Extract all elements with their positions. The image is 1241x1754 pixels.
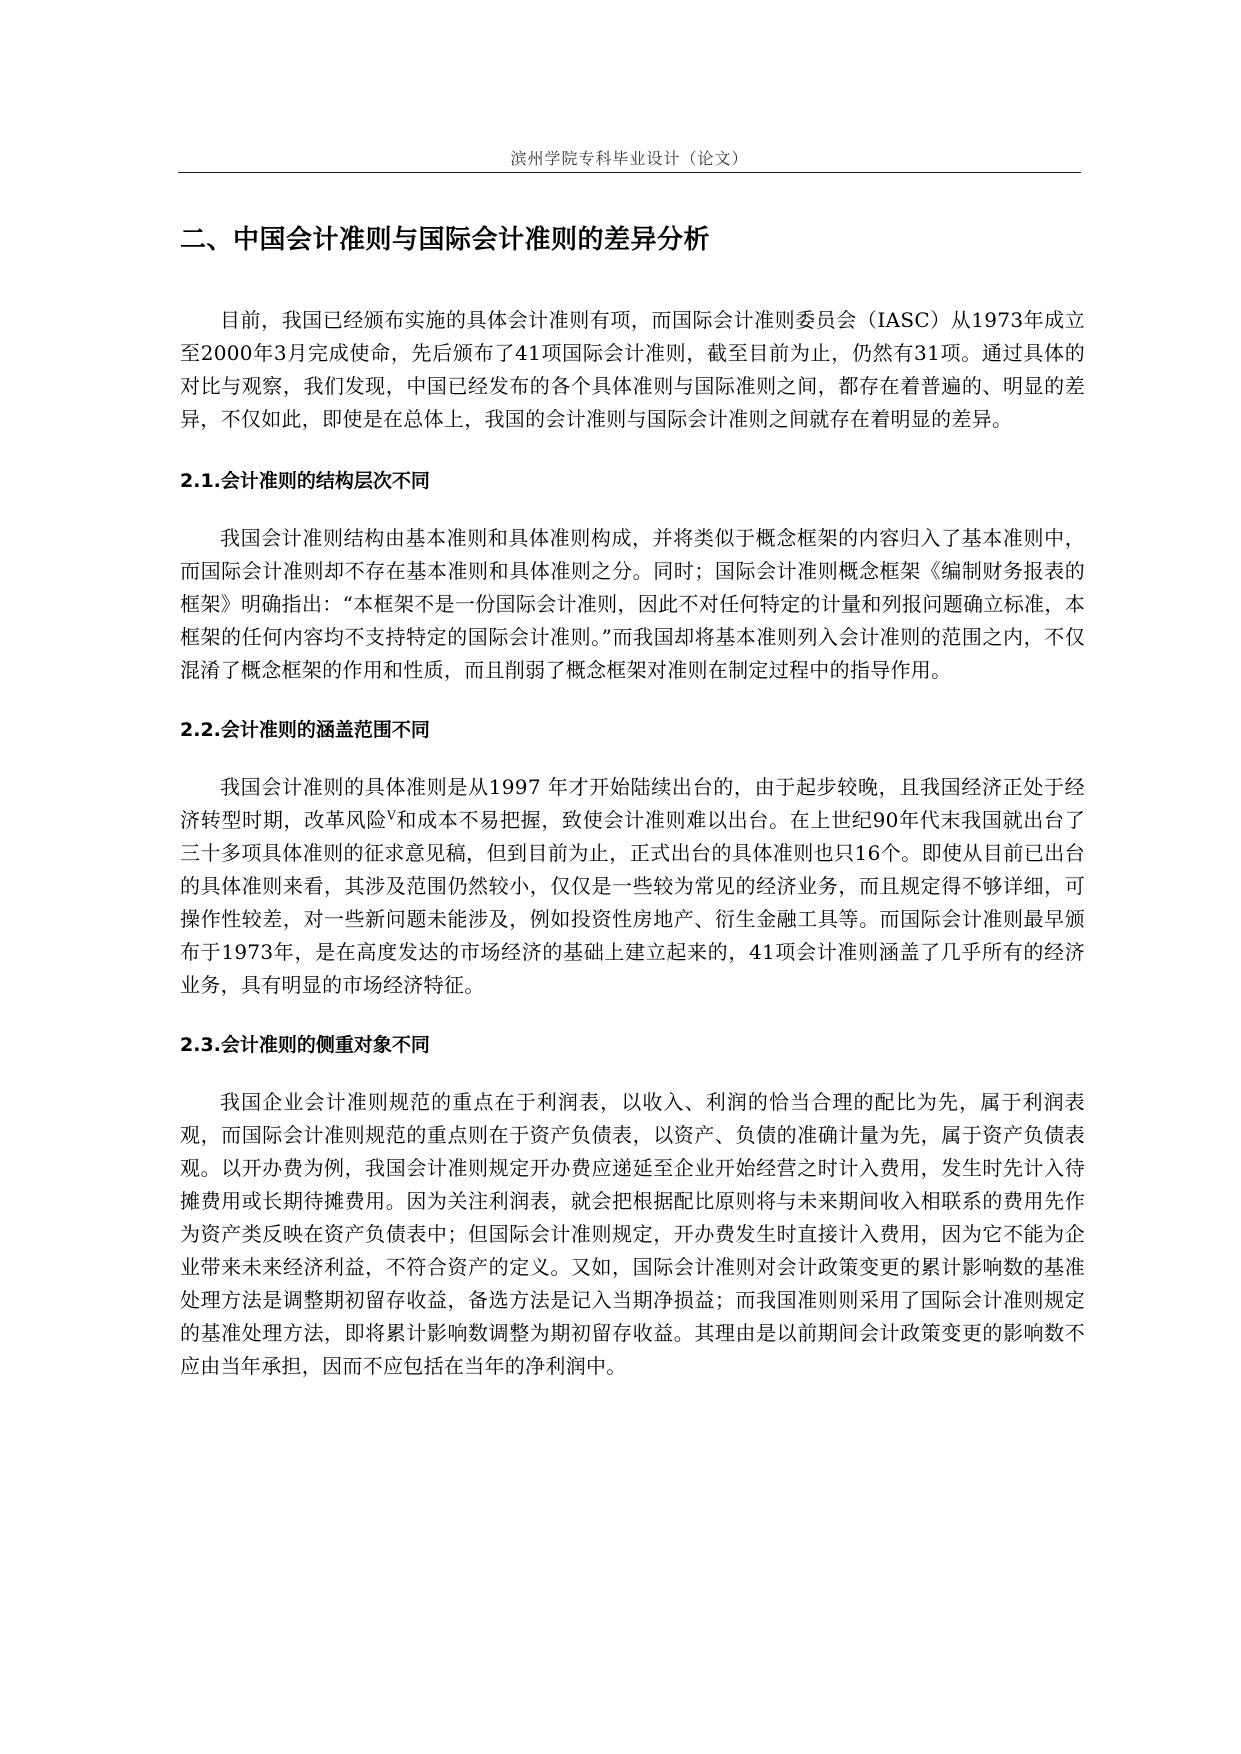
chapter-title: 二、中国会计准则与国际会计准则的差异分析 <box>180 225 711 255</box>
section-paragraph: 我国企业会计准则规范的重点在于利润表，以收入、利润的恰当合理的配比为先，属于利润表观，而国际会计准则规范的重点则在于资产负债表，以资产、负债的准确计量为先，属于资产负债表观。以开办费为例，我国会计准则规定开办费应递延至企业开始经营之时计入费用，发生时先计入待摊费用或长期待摊费用。因为关注利润表，就会把根据配比原则将与未来期间收入相联系的费用先作为资产类反映在资产负债表中；但国际会计准则规定，开办费发生时直接计入费用，因为它不能为企业带来未来经济利益，不符合资产的定义。又如，国际会计准则对会计政策变更的累计影响数的基准处理方法是调整期初留存收益，备选方法是记入当期净损益；而我国准则则采用了国际会计准则规定的基准处理方法，即将累计影响数调整为期初留存收益。其理由是以前期间会计政策变更的影响数不应由当年承担，因而不应包括在当年的净利润中。 <box>180 1090 1085 1378</box>
section-2-3 <box>180 1028 1085 1383</box>
document-body <box>180 218 1085 1383</box>
section-paragraph <box>180 771 1085 1002</box>
footnote-mark: V <box>387 808 397 823</box>
section-paragraph: 我国会计准则结构由基本准则和具体准则构成，并将类似于概念框架的内容归入了基本准则中，而国际会计准则却不存在基本准则和具体准则之分。同时；国际会计准则概念框架《编制财务报表的框架》明确指出：“本框架不是一份国际会计准则，因此不对任何特定的计量和列报问题确立标准，本框架的任何内容均不支持特定的国际会计准则。”而我国却将基本准则列入会计准则的范围之内，不仅混淆了概念框架的作用和性质，而且削弱了概念框架对准则在制定过程中的指导作用。 <box>180 526 1085 682</box>
paragraph-text-after-mark: 和成本不易把握，致使会计准则难以出台。在上世纪90年代末我国就出台了三十多项具体准则的征求意见稿，但到目前为止，正式出台的具体准则也只16个。即使从目前已出台的具体准则来看，其涉及范围仍然较小，仅仅是一些较为常见的经济业务，而且规定得不够详细，可操作性较差，对一些新问题未能涉及，例如投资性房地产、衍生金融工具等。而国际会计准则最早颁布于1973年，是在高度发达的市场经济的基础上建立起来的，41项会计准则涵盖了几乎所有的经济业务，具有明显的市场经济特征。 <box>180 808 1085 997</box>
header-rule <box>178 172 1081 173</box>
running-header: 滨州学院专科毕业设计（论文） <box>510 149 749 168</box>
section-2-2 <box>180 713 1085 1002</box>
paragraph-text-before-mark: 我国会计准则的具体准则是从1997 年才开始陆续出台的，由于起步较晚，且我国经济正处于经济转型时期，改革风险 <box>180 775 1085 832</box>
section-heading: 2.1.会计准则的结构层次不同 <box>180 470 430 492</box>
intro-paragraph: 目前，我国已经颁布实施的具体会计准则有项，而国际会计准则委员会（IASC）从1973年成立至2000年3月完成使命，先后颁布了41项国际会计准则，截至目前为止，仍然有31项。通过具体的对比与观察，我们发现，中国已经发布的各个具体准则与国际准则之间，都存在着普遍的、明显的差异，不仅如此，即使是在总体上，我国的会计准则与国际会计准则之间就存在着明显的差异。 <box>180 308 1085 431</box>
section-2-1 <box>180 464 1085 687</box>
section-heading: 2.3.会计准则的侧重对象不同 <box>180 1034 430 1056</box>
section-heading: 2.2.会计准则的涵盖范围不同 <box>180 719 430 741</box>
